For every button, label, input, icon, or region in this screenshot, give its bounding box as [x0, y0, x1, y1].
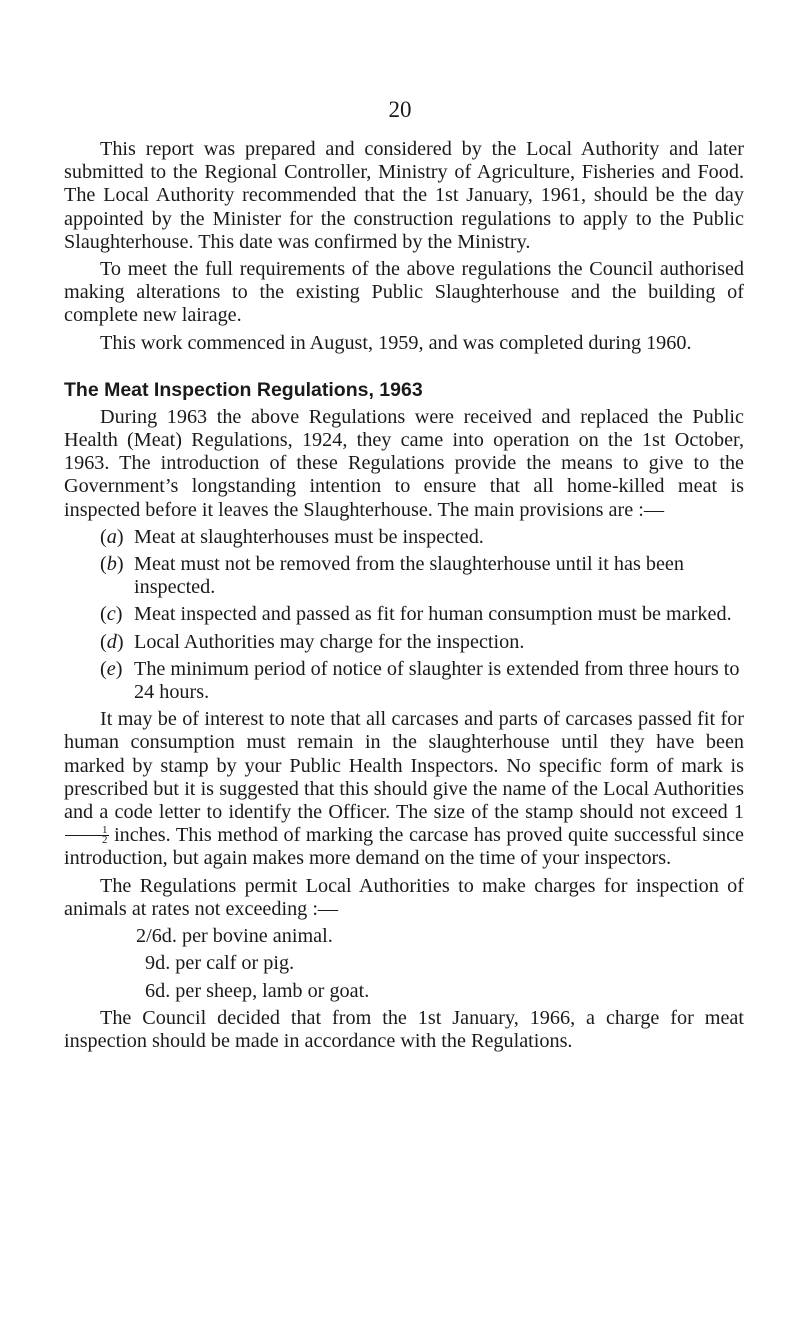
paragraph-regulations-intro: During 1963 the above Regulations were received and replaced the Public Health (Meat) Regulations, 1924, they came into operation on the 1st October, 1963. The introduction of these Regulations provide the means to give to the Government’s longstanding intention to ensure that all home-killed meat is inspected before it leaves the Slaughterhouse. The main provisions are :—	[64, 405, 744, 521]
paragraph-work-completed: This work commenced in August, 1959, and was completed during 1960.	[100, 331, 692, 354]
provision-item	[64, 603, 744, 626]
provision-item	[64, 631, 744, 654]
charge-item: 6d. per sheep, lamb or goat.	[145, 979, 370, 1002]
provisions-list	[64, 526, 744, 704]
provision-marker: (a)	[100, 525, 124, 548]
provision-marker: (e)	[100, 657, 123, 680]
provision-text: Meat must not be removed from the slaughterhouse until it has been inspected.	[134, 553, 684, 599]
charge-item: 9d. per calf or pig.	[145, 952, 295, 975]
provision-item	[64, 526, 744, 549]
provision-marker: (c)	[100, 603, 123, 626]
paragraph-council-decision: The Council decided that from the 1st January, 1966, a charge for meat inspection should be made in accordance with the Regulations.	[64, 1006, 744, 1052]
provision-marker: (b)	[100, 553, 124, 576]
provision-item	[64, 553, 744, 599]
provision-marker: (d)	[100, 630, 124, 653]
provision-text: Meat at slaughterhouses must be inspected.	[134, 525, 484, 548]
page-body	[64, 138, 744, 1057]
paragraph-report-prepared: This report was prepared and considered by the Local Authority and later submitted to the Regional Controller, Ministry of Agriculture, Fisheries and Food. The Local Authority recommended that the 1st January, 1961, should be the day appointed by the Minister for the construction regulations to apply to the Public Slaughterhouse. This date was confirmed by the Ministry.	[64, 138, 744, 253]
provision-text: Local Authorities may charge for the inspection.	[134, 630, 525, 653]
charge-item: 2/6d. per bovine animal.	[136, 925, 333, 948]
page-number: 20	[388, 97, 412, 122]
provision-item	[64, 658, 744, 704]
fraction-one-half: $\frac{1}{2}$	[65, 826, 109, 845]
provision-text: The minimum period of notice of slaughter is extended from three hours to 24 hours.	[134, 657, 740, 704]
paragraph-stamp-marking: It may be of interest to note that all carcases and parts of carcases passed fit for human consumption must remain in the slaughterhouse until they have been marked by stamp by your Public Health Inspectors. No specific form of mark is prescribed but it is suggested that this should give the name of the Local Authorities and a code letter to identify the Officer. The size of the stamp should not exceed 1 $\frac{1}{2}$ inches. This method of marking the carcase has proved quite successful since introduction, but again makes more demand on the time of your inspectors.	[64, 708, 744, 870]
provision-text: Meat inspected and passed as fit for human consumption must be marked.	[134, 603, 732, 626]
paragraph-council-alterations: To meet the full requirements of the above regulations the Council authorised making alterations to the existing Public Slaughterhouse and the building of complete new lairage.	[64, 258, 744, 327]
section-heading: The Meat Inspection Regulations, 1963	[64, 378, 423, 401]
paragraph-charges-intro: The Regulations permit Local Authorities to make charges for inspection of animals at rates not exceeding :—	[64, 874, 744, 920]
charges-list	[64, 925, 744, 1003]
